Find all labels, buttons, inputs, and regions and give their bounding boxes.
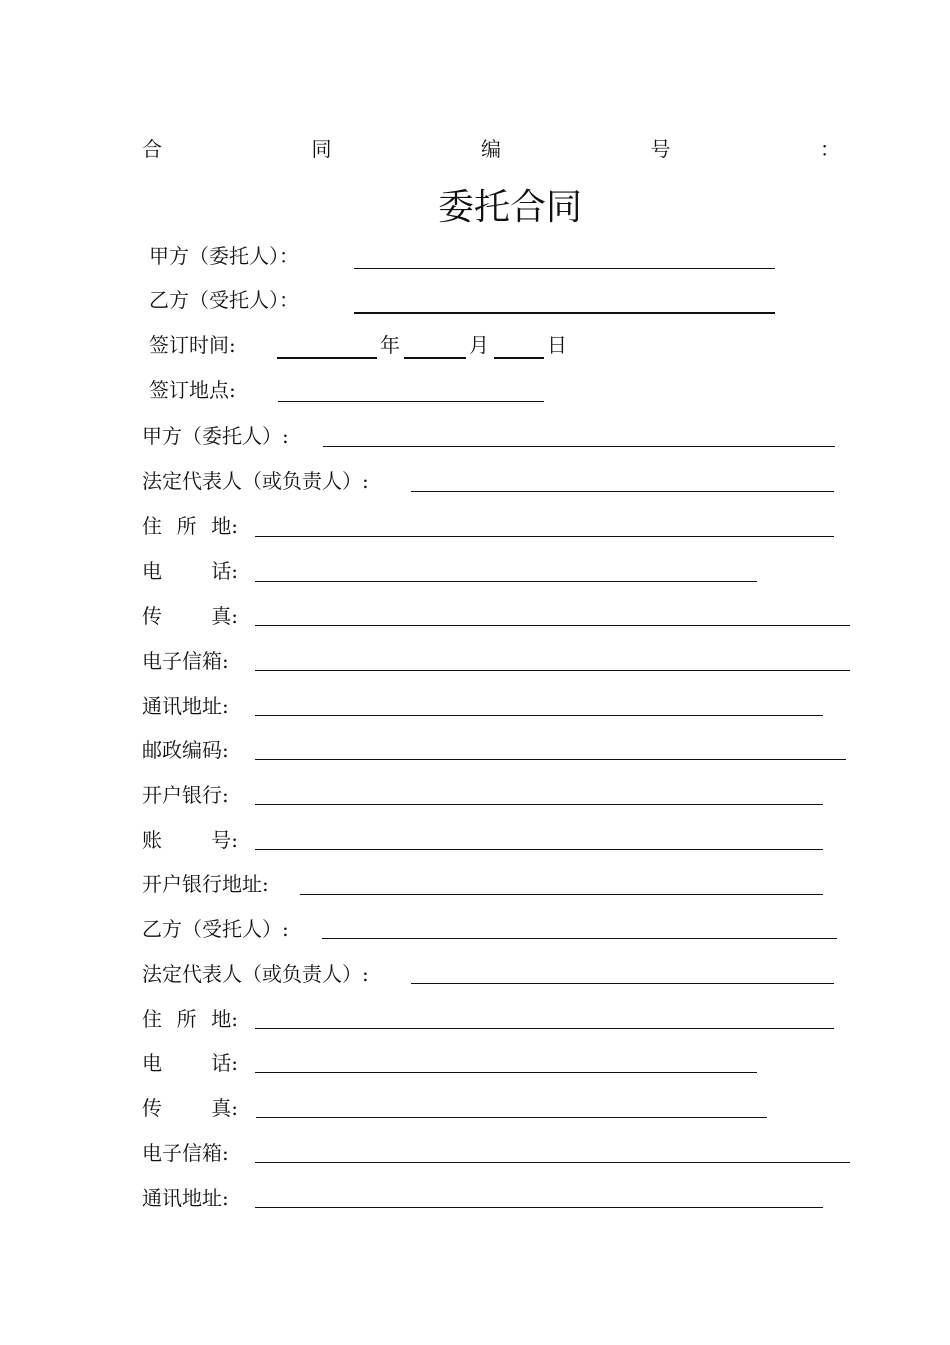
party-b-fax-field[interactable] <box>256 1117 767 1118</box>
label-char: 号: <box>211 828 238 852</box>
label-char: 电 <box>142 1051 162 1075</box>
month-label: 月 <box>469 333 489 357</box>
party-a-name-field[interactable] <box>323 446 835 447</box>
contract-number-char: 合 <box>142 136 162 161</box>
label-char: 账 <box>142 828 162 852</box>
label-char: 真: <box>211 604 238 628</box>
party-a-fax-label <box>142 601 238 631</box>
party-a-fax-field[interactable] <box>255 625 850 626</box>
sign-place-label: 签订地点: <box>149 378 236 402</box>
party-a-account-label <box>142 825 238 855</box>
summary-party-a-field[interactable] <box>354 268 775 269</box>
label-char: 地: <box>211 1007 238 1031</box>
party-a-bank-address-field[interactable] <box>300 894 823 895</box>
party-a-legal-rep-label: 法定代表人（或负责人）: <box>142 469 369 493</box>
party-a-bank-field[interactable] <box>255 804 823 805</box>
party-b-email-field[interactable] <box>255 1162 850 1163</box>
party-a-account-field[interactable] <box>255 849 823 850</box>
summary-party-b-label: 乙方（受托人）： <box>149 288 299 312</box>
party-b-legal-rep-field[interactable] <box>411 983 834 984</box>
label-char: 传 <box>142 1096 162 1120</box>
party-a-heading: 甲方（委托人）: <box>142 424 289 448</box>
year-label: 年 <box>380 333 400 357</box>
party-b-address-label: 通讯地址: <box>142 1186 229 1210</box>
party-a-email-label: 电子信箱: <box>142 649 229 673</box>
party-a-residence-field[interactable] <box>255 536 834 537</box>
contract-number-label <box>142 134 840 160</box>
party-a-residence-label <box>142 511 238 541</box>
sign-date-label: 签订时间: <box>149 333 236 357</box>
contract-number-char: ： <box>820 136 840 161</box>
label-char: 传 <box>142 604 162 628</box>
party-a-phone-field[interactable] <box>255 581 757 582</box>
summary-party-a-label: 甲方（委托人）： <box>149 244 299 268</box>
sign-year-field[interactable] <box>277 357 377 359</box>
party-b-email-label: 电子信箱: <box>142 1141 229 1165</box>
party-b-address-field[interactable] <box>255 1207 823 1208</box>
label-char: 住 <box>142 1007 162 1031</box>
sign-day-field[interactable] <box>494 357 544 359</box>
contract-number-char: 编 <box>481 136 501 161</box>
label-char: 话: <box>211 559 238 583</box>
party-b-residence-label <box>142 1004 238 1034</box>
party-a-address-field[interactable] <box>255 715 823 716</box>
party-a-phone-label <box>142 556 238 586</box>
label-char: 电 <box>142 559 162 583</box>
label-char: 话: <box>211 1051 238 1075</box>
party-b-phone-field[interactable] <box>255 1072 757 1073</box>
contract-number-char: 同 <box>311 136 332 161</box>
label-char: 所 <box>176 514 197 538</box>
label-char: 地: <box>211 514 238 538</box>
party-a-email-field[interactable] <box>255 670 850 671</box>
summary-party-b-field[interactable] <box>354 312 775 314</box>
party-b-legal-rep-label: 法定代表人（或负责人）: <box>142 962 369 986</box>
document-title: 委托合同 <box>437 187 582 228</box>
party-b-phone-label <box>142 1048 238 1078</box>
party-a-bank-address-label: 开户银行地址: <box>142 872 269 896</box>
sign-month-field[interactable] <box>404 357 466 359</box>
label-char: 所 <box>176 1007 197 1031</box>
party-a-postcode-label: 邮政编码: <box>142 738 229 762</box>
sign-place-field[interactable] <box>278 401 544 402</box>
contract-number-char: 号 <box>650 136 671 161</box>
party-a-postcode-field[interactable] <box>255 759 846 760</box>
party-a-bank-label: 开户银行: <box>142 783 229 807</box>
party-a-legal-rep-field[interactable] <box>411 491 834 492</box>
party-a-address-label: 通讯地址: <box>142 694 229 718</box>
label-char: 真: <box>211 1096 238 1120</box>
label-char: 住 <box>142 514 162 538</box>
party-b-heading: 乙方（受托人）: <box>142 917 289 941</box>
day-label: 日 <box>547 333 567 357</box>
party-b-fax-label <box>142 1093 238 1123</box>
party-b-residence-field[interactable] <box>255 1028 834 1029</box>
party-b-name-field[interactable] <box>322 938 837 939</box>
